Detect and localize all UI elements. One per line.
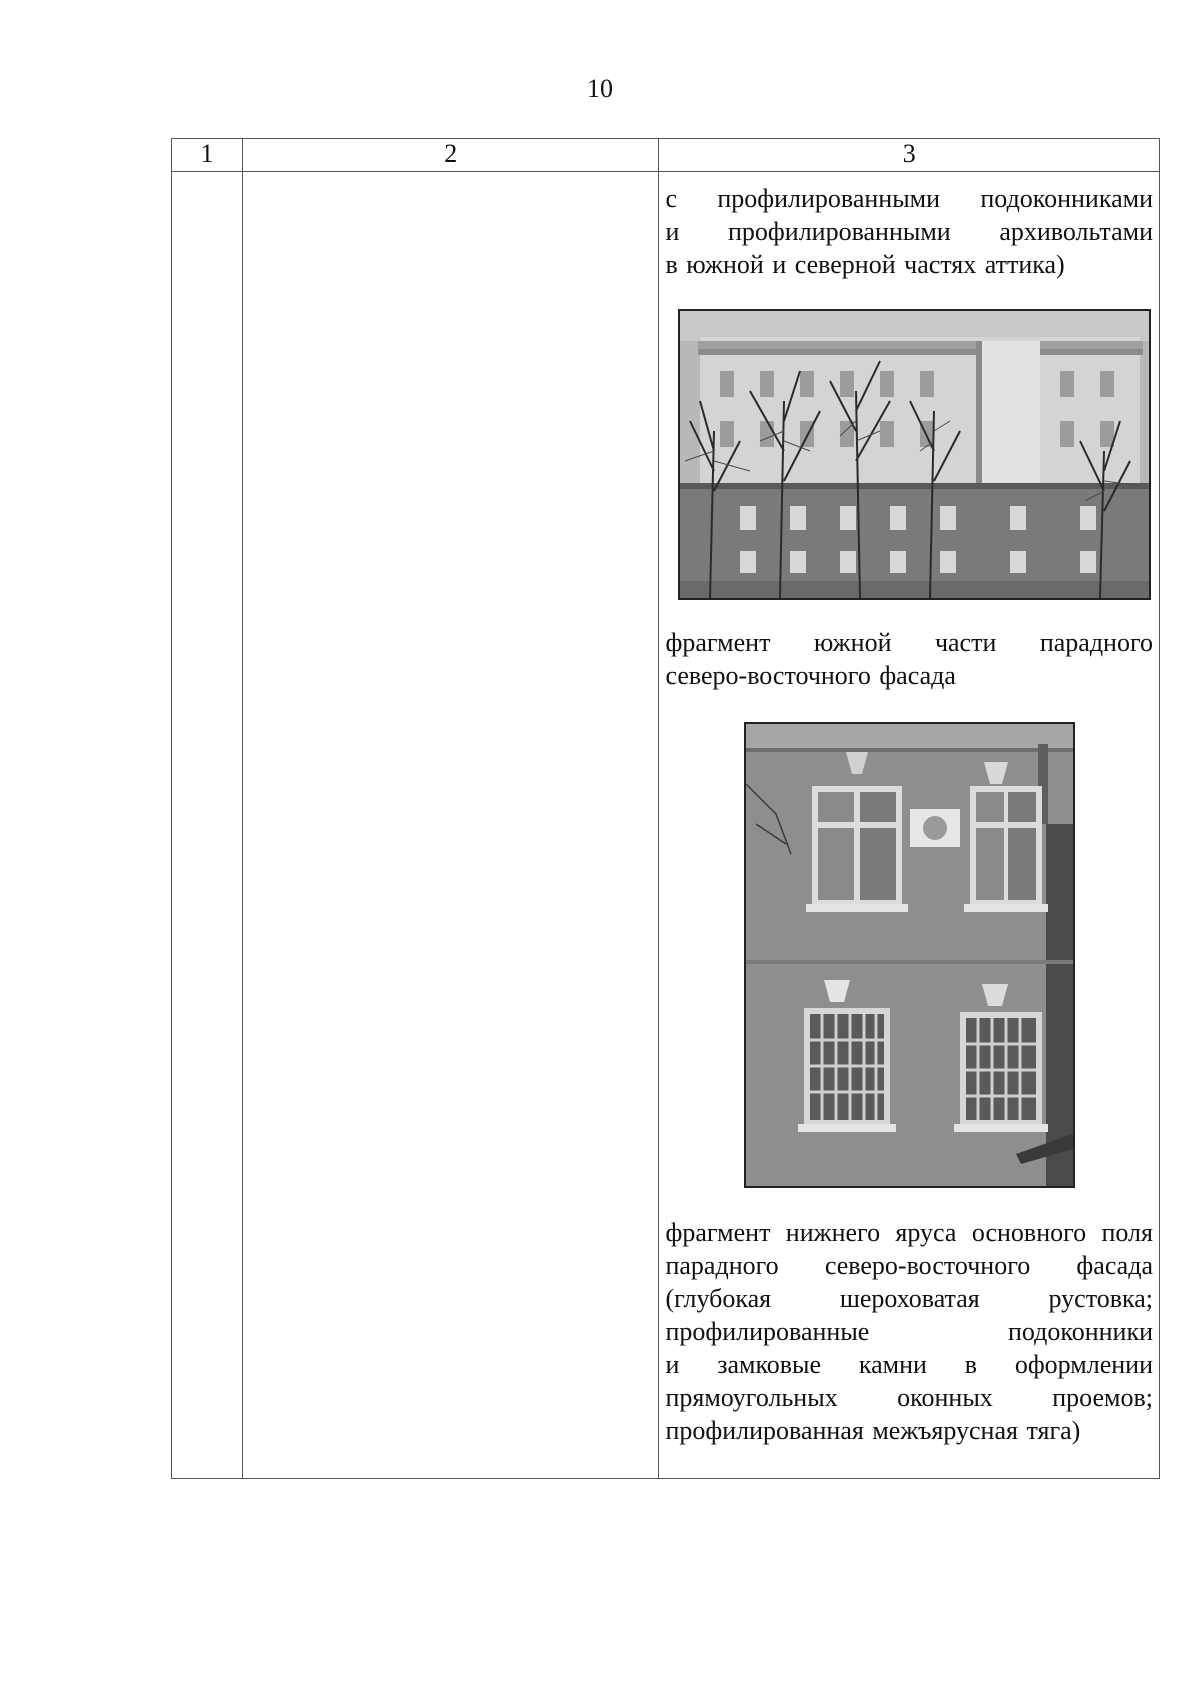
column-header-2: 2 <box>243 139 659 172</box>
table-header-row <box>172 139 1160 172</box>
caption-line: фрагмент южной части парадного <box>665 628 1153 657</box>
caption-line: прямоугольных оконных проемов; <box>665 1383 1153 1412</box>
table-row <box>172 172 1160 1479</box>
caption-line: северо-восточного фасада <box>665 661 956 690</box>
column-header-3: 3 <box>659 139 1160 172</box>
caption-line: фрагмент нижнего яруса основного поля <box>665 1218 1153 1247</box>
column-header-1: 1 <box>172 139 243 172</box>
caption-line: профилированная межъярусная тяга) <box>665 1416 1081 1445</box>
intro-line: в южной и северной частях аттика) <box>665 250 1065 279</box>
cell-col1 <box>172 172 243 1479</box>
photo1-caption <box>665 626 1153 692</box>
cell-col3 <box>659 172 1160 1479</box>
page-number: 10 <box>587 74 613 103</box>
intro-line: с профилированными подоконниками <box>665 184 1153 213</box>
photo2-caption <box>665 1216 1153 1447</box>
attributes-table <box>171 138 1160 1479</box>
photo2-wrap <box>665 692 1153 1188</box>
intro-text <box>665 182 1153 281</box>
cell-col2 <box>243 172 659 1479</box>
photo1-wrap <box>665 281 1153 600</box>
intro-line: и профилированными архивольтами <box>665 217 1153 246</box>
facade-south-part-photo <box>678 309 1151 600</box>
facade-lower-tier-photo <box>744 722 1075 1188</box>
caption-line: (глубокая шероховатая рустовка; <box>665 1284 1153 1313</box>
caption-line: парадного северо-восточного фасада <box>665 1251 1153 1280</box>
caption-line: и замковые камни в оформлении <box>665 1350 1153 1379</box>
caption-line: профилированные подоконники <box>665 1317 1153 1346</box>
